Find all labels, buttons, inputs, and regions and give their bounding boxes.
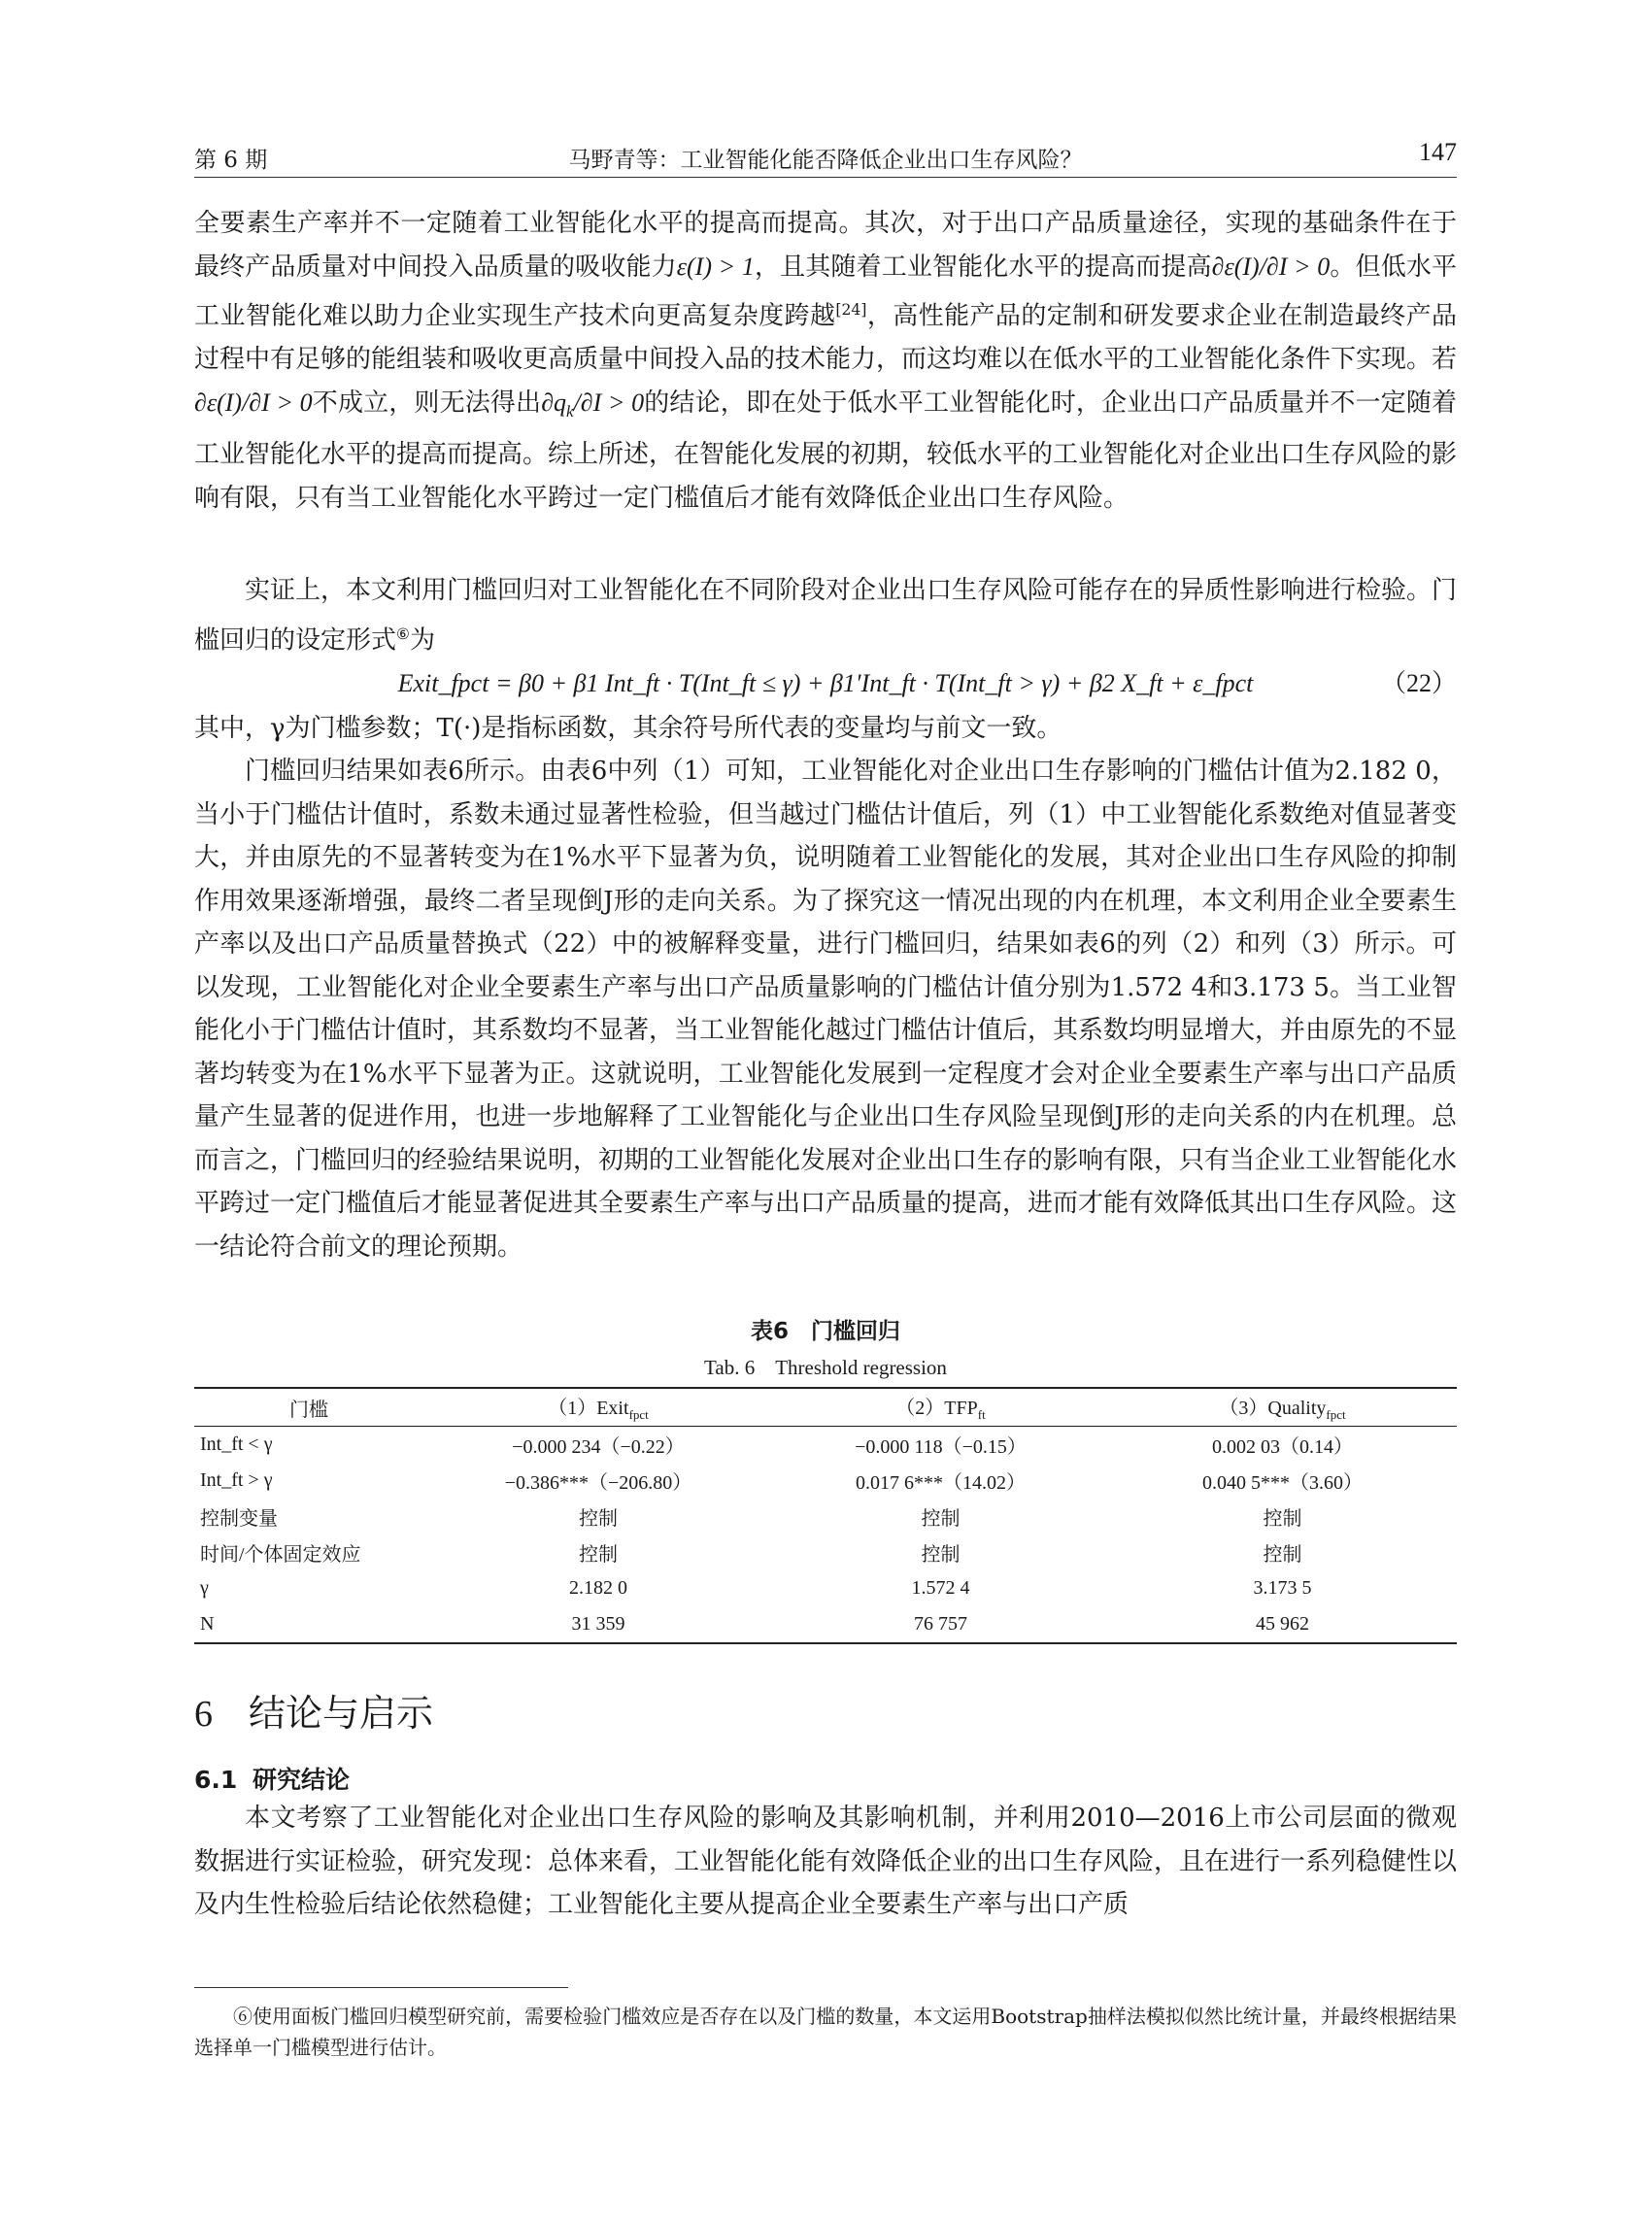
math-part: ∂q [541,388,567,417]
header-rule [194,177,1457,178]
cell-quality: 控制 [1263,1544,1302,1566]
text-run: 。但低水平工业智能化难以助力企业实现生产技术向更高复杂度跨越 [194,252,1457,331]
header-text: （1）Exit [548,1398,629,1419]
text-run: 为 [410,625,436,656]
page-number: 147 [1419,138,1457,166]
row-label: Int_ft > γ [200,1469,273,1491]
header-sub: ft [977,1407,986,1422]
table-row [194,1535,1457,1570]
footnote-rule [194,1987,568,1988]
text-run: ，且其随着工业智能化水平的提高而提高 [754,252,1212,282]
subsection-number: 6.1 [194,1766,238,1794]
paragraph-conclusion: 本文考察了工业智能化对企业出口生存风险的影响及其影响机制，并利用2010—2016上市公司层面的微观数据进行实证检验，研究发现：总体来看，工业智能化能有效降低企业的出口生存风险，且在进行一系列稳健性以及内生性检验后结论依然稳健；工业智能化主要从提高企业全要素生产率与出口产质 [194,1804,1458,1919]
header-text: （2）TFP [895,1398,978,1419]
equation-body: Exit_fpct = β0 + β1 Int_ft · T(Int_ft ≤ γ) + β1′Int_ft · T(Int_ft > γ) + β2 X_ft + ε_fpct [397,668,1254,697]
issue-label: 第 6 期 [194,148,268,173]
cell-tfp: 0.017 6***（14.02） [856,1472,1026,1494]
cell-exit: −0.386***（−206.80） [504,1472,692,1494]
math-inline: ∂ε(I)/∂I > 0 [1211,252,1331,281]
cell-tfp: 控制 [921,1544,961,1566]
header-threshold: 门槛 [289,1399,328,1421]
text-run: ，高性能产品的定制和研发要求企业在制造最终产品过程中有足够的能组装和吸收更高质量中间投入品的技术能力，而这均难以在低水平的工业智能化条件下实现。若 [194,301,1458,375]
cell-quality: 3.173 5 [1253,1577,1312,1599]
header-exit [423,1388,773,1427]
section-number: 6 [194,1694,213,1735]
table-row [194,1570,1457,1606]
text-run: 条件在于最终产品质量对中间投入品质量的吸收能力 [194,209,1457,282]
table-row [194,1499,1457,1535]
row-label: 时间/个体固定效应 [200,1544,361,1566]
citation-ref: [24] [835,301,867,319]
text-run: 的结论，即在处于低水平工业智能化时，企业出口产品质量并不一定随着工业智能化水平的提高而提高。综上所述，在智能化发展的初期，较低水平的工业智能化对企业出口生存风险的影响有限，只有当工业智能化水平跨过一定门槛值后才能有效降低企业出口生存风险。 [194,388,1458,513]
cell-tfp: 76 757 [914,1613,967,1635]
equation-22 [194,662,1457,707]
cell-tfp: 1.572 4 [911,1577,970,1599]
footnote-marker: ⑥ [396,624,410,643]
table-row [194,1463,1457,1499]
header-sub: fpct [1326,1407,1346,1422]
cell-exit: 31 359 [571,1613,625,1635]
cell-quality: 45 962 [1256,1613,1309,1635]
footnote: ⑥使用面板门槛回归模型研究前，需要检验门槛效应是否存在以及门槛的数量，本文运用Bootstrap抽样法模拟似然比统计量，并最终根据结果选择单一门槛模型进行估计。 [194,2005,1457,2059]
section-heading [194,1683,433,1737]
math-inline: ∂ε(I)/∂I > 0 [194,388,313,417]
text-run: 实证上，本文利用门槛回归对工业智能化在不同阶段对企业出口生存风险可能存在的异质性影响进行检验。门槛回归的设定形式 [194,576,1458,656]
body-block-threshold [194,569,1457,1268]
cell-tfp: −0.000 118（−0.15） [855,1436,1027,1458]
header-tfp [773,1388,1108,1427]
math-sub: k [566,401,574,421]
table-row [194,1427,1457,1464]
row-label: γ [200,1577,209,1599]
row-label: N [200,1613,215,1635]
cell-quality: 0.002 03（0.14） [1212,1436,1353,1458]
section-title: 结论与启示 [249,1692,434,1735]
table-caption-cn: 表6 门槛回归 [750,1319,900,1344]
running-title: 马野青等：工业智能化能否降低企业出口生存风险？ [568,148,1083,173]
paragraph-threshold-intro [194,569,1457,662]
header-text: （3）Quality [1219,1398,1327,1419]
body-block-conclusion [194,1797,1457,1927]
table [194,1387,1457,1644]
header-quality [1108,1388,1457,1427]
paragraph-mechanism [194,202,1457,520]
paragraph-equation-note: 其中，γ为门槛参数；T(·)是指标函数，其余符号所代表的变量均与前文一致。 [194,713,1062,743]
text-run: 不成立，则无法得出 [312,388,542,418]
row-label: 控制变量 [200,1508,278,1530]
body-block-mechanism [194,202,1457,520]
cell-exit: 控制 [579,1508,618,1530]
table-caption-en: Tab. 6 Threshold regression [704,1356,947,1379]
math-inline: ε(I) > 1 [676,252,755,281]
running-header [194,136,1457,177]
math-inline [541,388,645,421]
cell-quality: 0.040 5***（3.60） [1202,1472,1363,1494]
cell-exit: 2.182 0 [569,1577,627,1599]
cell-tfp: 控制 [921,1508,961,1530]
subsection-heading [194,1761,350,1796]
header-sub: fpct [628,1407,649,1422]
table-row [194,1606,1457,1643]
text-run: 全要素生产率并不一定随着工业智能化水平的提高而提高。其次，对于出口产品质量途径，实现的基础 [194,209,1355,238]
row-label: Int_ft < γ [200,1433,273,1455]
table-header-row [194,1388,1457,1427]
subsection-title: 研究结论 [253,1766,351,1794]
paragraph-threshold-results: 门槛回归结果如表6所示。由表6中列（1）可知，工业智能化对企业出口生存影响的门槛估计值为2.182 0，当小于门槛估计值时，系数未通过显著性检验，但当越过门槛估计值后，列（1）中工业智能化系数绝对值显著变大，并由原先的不显著转变为在1%水平下显著为负，说明随着工业智能化的发展，其对企业出口生存风险的抑制作用效果逐渐增强，最终二者呈现倒J形的走向关系。为了探究这一情况出现的内在机理，本文利用企业全要素生产率以及出口产品质量替换式（22）中的被解释变量，进行门槛回归，结果如表6的列（2）和列（3）所示。可以发现，工业智能化对企业全要素生产率与出口产品质量影响的门槛估计值分别为1.572 4和3.173 5。当工业智能化小于门槛估计值时，其系数均不显著，当工业智能化越过门槛估计值后，其系数均明显增大，并由原先的不显著均转变为在1%水平下显著为正。这就说明，工业智能化发展到一定程度才会对企业全要素生产率与出口产品质量产生显著的促进作用，也进一步地解释了工业智能化与企业出口生存风险呈现倒J形的走向关系的内在机理。总而言之，门槛回归的经验结果说明，初期的工业智能化发展对企业出口生存的影响有限，只有当企业工业智能化水平跨过一定门槛值后才能显著促进其全要素生产率与出口产品质量的提高，进而才能有效降低其出口生存风险。这一结论符合前文的理论预期。 [194,757,1458,1262]
cell-quality: 控制 [1263,1508,1302,1530]
cell-exit: 控制 [579,1544,618,1566]
math-part: /∂I > 0 [573,388,645,417]
equation-number: （22） [1380,668,1457,697]
regression-table [194,1387,1457,1644]
cell-exit: −0.000 234（−0.22） [512,1436,685,1458]
